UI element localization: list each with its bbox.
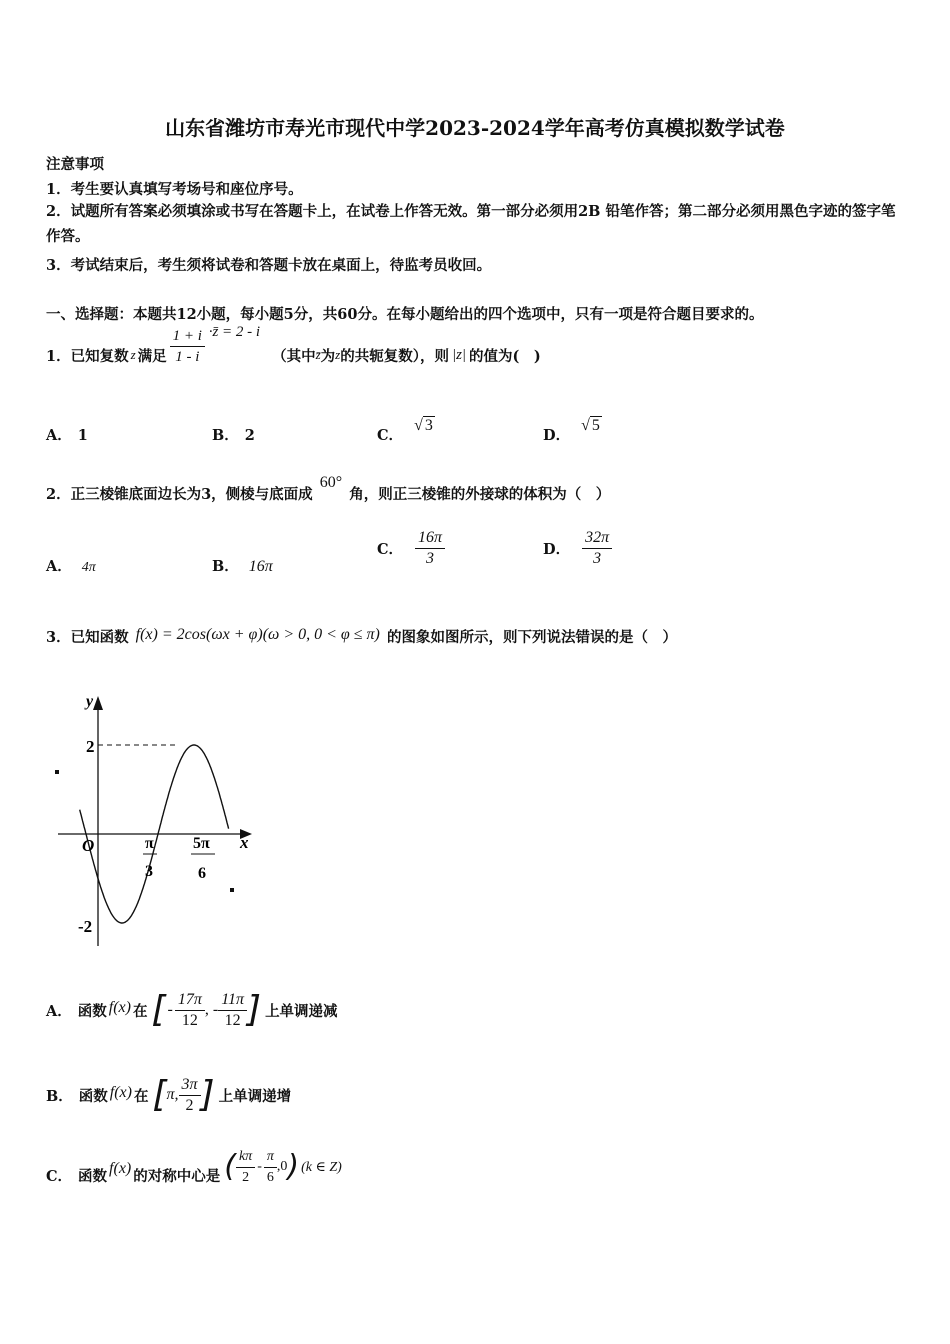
y-axis-arrow xyxy=(93,696,103,710)
q2-suffix: 角，则正三棱锥的外接球的体积为（ ） xyxy=(349,486,611,503)
q1-frac-den: 1 - i xyxy=(175,348,200,365)
q1-prefix: 1．已知复数 xyxy=(46,347,129,365)
q3-option-c: C． 函数 f(x) 的对称中心是 ( $\frac{k\pi}{2}$ - $\frac{\pi}{6}$ ,0 ) (k ∈ Z) xyxy=(46,1148,342,1185)
q3-suffix: 的图象如图所示，则下列说法错误的是（ ） xyxy=(386,629,677,646)
q2-option-a: A． 4π xyxy=(46,558,96,575)
q3-graph xyxy=(40,688,270,958)
notes-item-3: 3．考试结束后，考生须将试卷和答题卡放在桌面上，待监考员收回。 xyxy=(46,257,492,274)
tick1-den: 3 xyxy=(145,863,153,880)
q1-mid: 满足 xyxy=(137,347,167,365)
y-max-label: 2 xyxy=(86,737,95,756)
q3-option-b: B． 函数 f(x) 在 [ π, $\frac{3\pi}{2}$ ] 上单调递增 xyxy=(46,1074,292,1115)
q2-prefix: 2．正三棱锥底面边长为3，侧棱与底面成 xyxy=(46,486,313,503)
x-axis-label: x xyxy=(240,833,249,852)
page-title: 山东省潍坊市寿光市现代中学2023-2024学年高考仿真模拟数学试卷 xyxy=(165,116,785,140)
tick2-den: 6 xyxy=(198,865,206,882)
q1-paren-a: （其中 xyxy=(272,347,316,365)
q3-option-a: A． 函数 f(x) 在 [ - $\frac{17\pi}{12}$ , - $\frac{11\pi}{12}$ ] 上单调递减 xyxy=(46,989,338,1030)
q2-option-b: B． 16π xyxy=(212,558,273,575)
q1-option-a: A． 1 xyxy=(46,427,88,444)
q1-paren-b: 为 xyxy=(320,347,336,365)
notes-item-1: 1．考生要认真填写考场号和座位序号。 xyxy=(46,181,303,198)
q1-option-b: B． 2 xyxy=(212,427,255,444)
section-heading: 一、选择题：本题共12小题，每小题5分，共60分。在每小题给出的四个选项中，只有一项是符合题目要求的。 xyxy=(46,306,764,323)
question-1: 1．已知复数 z 满足 $\frac{1 + i}{1 - i}$ ·z̄ = 2 - i （其中 z̄ 为 z 的共轭复数），则 |z| 的值为( ) xyxy=(46,323,541,365)
notes-heading: 注意事项 xyxy=(46,156,104,173)
q3-function: f(x) = 2cos(ωx + φ)(ω > 0, 0 < φ ≤ π) xyxy=(135,626,380,643)
q2-option-c: C． $\frac{16\pi}{3}$ xyxy=(377,528,445,569)
q1-option-c: C． √ 3 xyxy=(377,417,433,444)
q3-prefix: 3．已知函数 xyxy=(46,629,129,646)
curve-end-point xyxy=(230,888,234,892)
q1-eq-tail: ·z̄ = 2 - i xyxy=(208,323,261,340)
curve-start-point xyxy=(55,770,59,774)
origin-label: O xyxy=(82,836,95,855)
q1-paren-c: 的共轭复数），则 xyxy=(340,347,449,365)
q1-absz: |z| xyxy=(451,346,467,363)
tick1-num: π xyxy=(145,835,154,852)
q1-frac-num: 1 + i xyxy=(170,326,205,347)
q1-end: 的值为( ) xyxy=(469,347,541,365)
question-2 xyxy=(46,474,611,504)
tick2-num: 5π xyxy=(193,835,210,852)
question-3 xyxy=(46,626,677,647)
y-axis-label: y xyxy=(86,693,94,710)
notes-item-2: 2．试题所有答案必须填涂或书写在答题卡上，在试卷上作答无效。第一部分必须用2B 铅笔作答；第二部分必须用黑色字迹的签字笔作答。 xyxy=(46,203,896,245)
y-min-label: -2 xyxy=(78,917,93,936)
q1-zbar: z̄ xyxy=(315,347,321,362)
q1-var-z: z xyxy=(130,347,136,362)
q2-angle: 60° xyxy=(319,474,343,491)
q1-option-d: D． √ 5 xyxy=(543,417,600,444)
q2-option-d: D． $\frac{32\pi}{3}$ xyxy=(543,528,612,569)
